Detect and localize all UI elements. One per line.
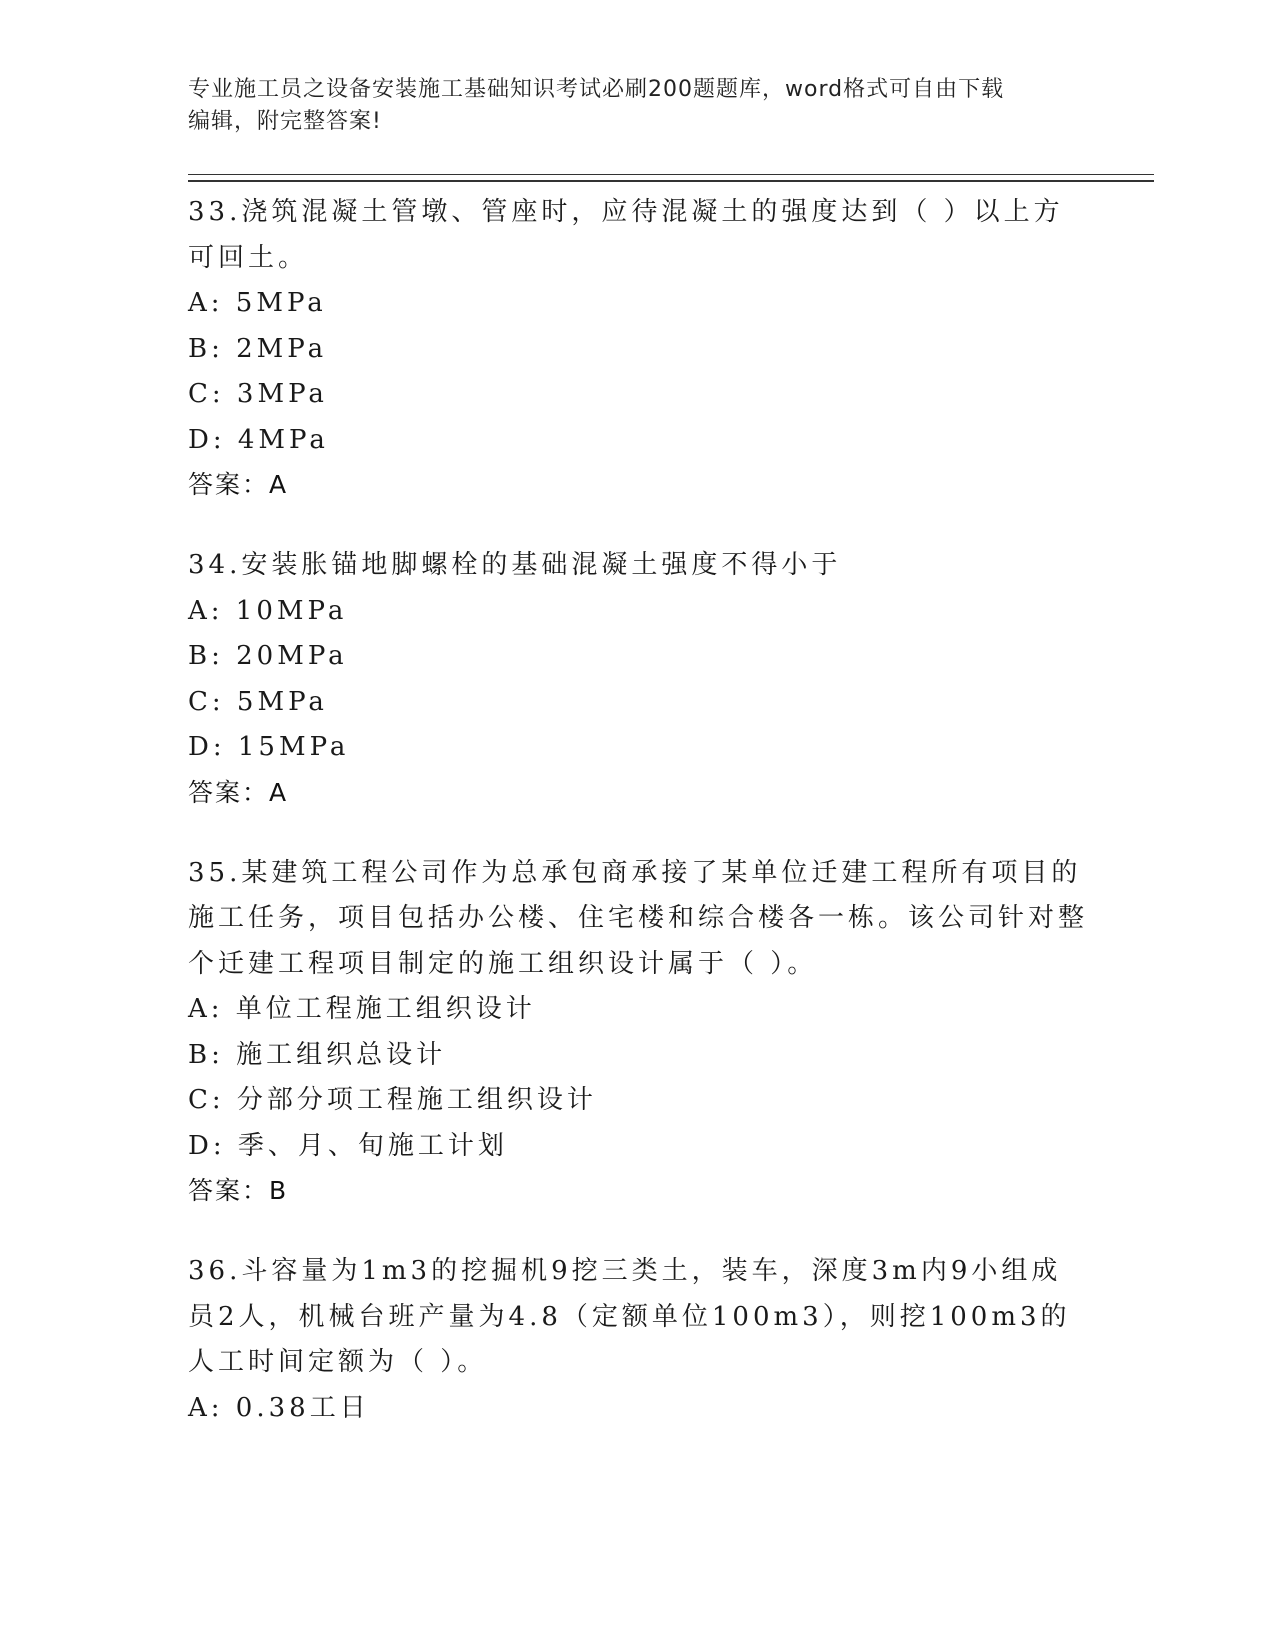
question-36 bbox=[188, 1249, 1088, 1431]
question-33 bbox=[188, 190, 1088, 507]
option-c: C: 分部分项工程施工组织设计 bbox=[188, 1085, 597, 1115]
option-a: A: 0.38工日 bbox=[188, 1392, 370, 1423]
question-stem: 33.浇筑混凝土管墩、管座时，应待混凝土的强度达到（ ）以上方可回土。 bbox=[188, 197, 1064, 273]
header-line-1: 专业施工员之设备安装施工基础知识考试必刷200题题库，word格式可自由下载 bbox=[188, 77, 1005, 102]
question-34 bbox=[188, 543, 1088, 815]
option-b: B: 20MPa bbox=[188, 641, 348, 671]
option-c: C: 5MPa bbox=[188, 686, 328, 717]
question-stem: 35.某建筑工程公司作为总承包商承接了某单位迁建工程所有项目的施工任务，项目包括办公楼、住宅楼和综合楼各一栋。该公司针对整个迁建工程项目制定的施工组织设计属于（ ）。 bbox=[188, 857, 1089, 979]
header-line-2: 编辑，附完整答案! bbox=[188, 109, 382, 134]
option-a: A: 10MPa bbox=[188, 595, 348, 626]
question-stem: 36.斗容量为1m3的挖掘机9挖三类土，装车，深度3m内9小组成员2人，机械台班产量为4.8（定额单位100m3），则挖100m3的人工时间定额为（ ）。 bbox=[188, 1256, 1071, 1377]
document-header bbox=[188, 74, 1088, 138]
option-d: D: 4MPa bbox=[188, 424, 329, 455]
option-d: D: 季、月、旬施工计划 bbox=[188, 1130, 508, 1161]
answer: 答案：B bbox=[188, 1176, 289, 1205]
question-35 bbox=[188, 851, 1088, 1214]
answer: 答案：A bbox=[188, 777, 289, 807]
questions-list bbox=[188, 190, 1088, 1467]
option-b: B: 施工组织总设计 bbox=[188, 1039, 447, 1070]
question-stem: 34.安装胀锚地脚螺栓的基础混凝土强度不得小于 bbox=[188, 550, 842, 580]
option-d: D: 15MPa bbox=[188, 732, 350, 762]
option-b: B: 2MPa bbox=[188, 333, 328, 364]
option-c: C: 3MPa bbox=[188, 379, 328, 409]
header-divider-thick bbox=[188, 180, 1154, 182]
option-a: A: 单位工程施工组织设计 bbox=[188, 994, 536, 1024]
header-divider-thin bbox=[188, 174, 1154, 175]
answer: 答案：A bbox=[188, 470, 289, 499]
option-a: A: 5MPa bbox=[188, 288, 327, 318]
